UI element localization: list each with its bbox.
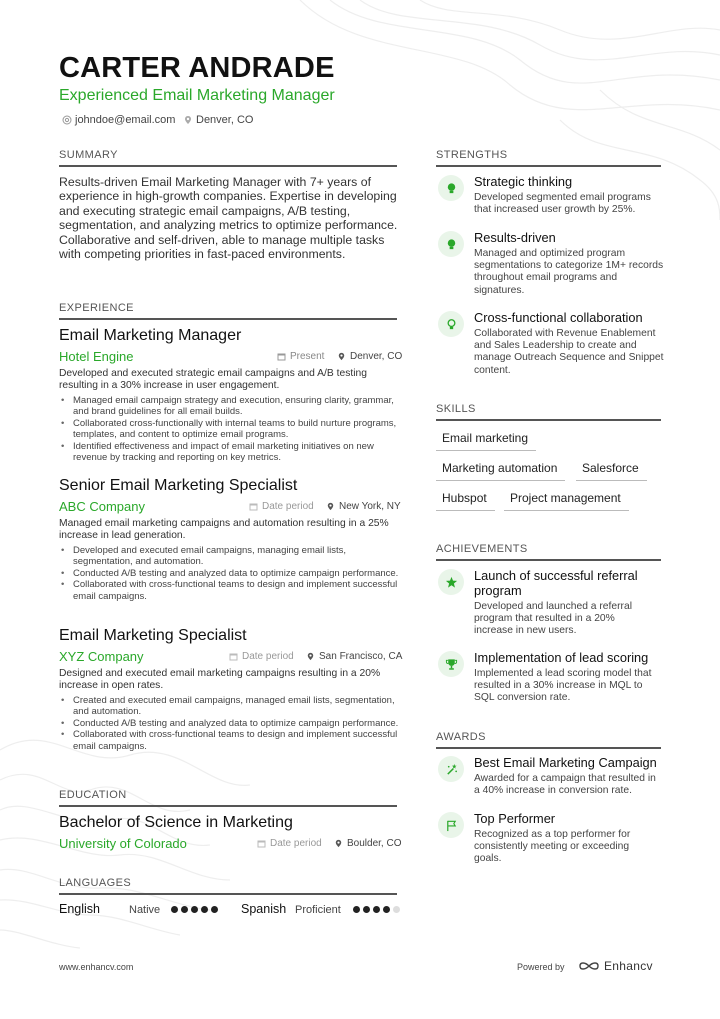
achievement-icon-wrap [438,569,464,595]
education-heading: EDUCATION [59,789,397,807]
email-text: johndoe@email.com [75,114,176,126]
strength-title: Results-driven [474,230,556,245]
job-date: Present [277,351,324,362]
education-date: Date period [257,838,322,849]
footer-brand[interactable]: Enhancv [604,959,653,973]
company-name: Hotel Engine [59,349,134,364]
list-item: • Conducted A/B testing and analyzed data to optimize campaign performance. [59,718,403,729]
calendar-icon [249,502,258,511]
location-pin-icon [334,839,343,848]
lightbulb-icon [445,182,458,195]
job-date: Date period [229,651,294,662]
language-level: Native [129,904,161,916]
job-bullets [59,545,403,602]
list-item: • Identified effectiveness and impact of email marketing initiatives on new revenue by tracking and reporting on key metrics. [59,441,403,464]
lightbulb-icon [445,238,458,251]
job-title: Email Marketing Manager [59,327,242,344]
strength-title: Strategic thinking [474,174,573,189]
enhancv-logo-icon [578,959,600,973]
skill-tag: Hubspot [436,491,495,511]
strength-title: Cross-functional collaboration [474,310,643,325]
award-desc: Awarded for a campaign that resulted in a 40% increase in conversion rate. [474,773,656,797]
strength-icon-wrap [438,311,464,337]
languages-heading: LANGUAGES [59,877,397,895]
lightbulb-outline-icon [445,318,458,331]
strength-icon-wrap [438,175,464,201]
job-summary: Designed and executed email marketing campaigns resulting in a 20% increase in open rates. [59,668,381,691]
at-icon [62,115,72,125]
calendar-icon [229,652,238,661]
list-item: • Conducted A/B testing and analyzed data to optimize campaign performance. [59,568,403,579]
award-title: Best Email Marketing Campaign [474,755,657,770]
achievement-title: Launch of successful referral program [474,568,638,598]
language-level: Proficient [295,904,341,916]
award-desc: Recognized as a top performer for consistently meeting or exceeding goals. [474,829,631,865]
strength-desc: Collaborated with Revenue Enablement and Sales Leadership to create and manage Outreach Sequence and Snippet content. [474,328,664,376]
job-summary: Developed and executed strategic email campaigns and A/B testing resulting in a 30% increase in user engagement. [59,368,367,391]
award-icon-wrap [438,812,464,838]
flag-icon [445,819,458,832]
proficiency-dot-filled [211,906,218,913]
skill-tag: Email marketing [436,431,536,451]
skill-tag: Marketing automation [436,461,565,481]
award-icon-wrap [438,756,464,782]
award-title: Top Performer [474,811,556,826]
location-pin-icon [306,652,315,661]
company-name: XYZ Company [59,649,144,664]
list-item: • Collaborated cross-functionally with internal teams to build nurture programs, templates, and content to optimize email programs. [59,418,403,441]
skill-tag: Salesforce [576,461,647,481]
star-icon [445,576,458,589]
achievement-icon-wrap [438,651,464,677]
candidate-name: CARTER ANDRADE [59,52,335,84]
trophy-icon [445,658,458,671]
location-contact [183,114,253,126]
list-item: • Collaborated with cross-functional teams to design and implement successful email campaigns. [59,729,403,752]
experience-heading: EXPERIENCE [59,302,397,320]
skills-heading: SKILLS [436,403,661,421]
footer-website-link[interactable]: www.enhancv.com [59,962,134,972]
job-bullets [59,695,403,752]
strength-icon-wrap [438,231,464,257]
strength-desc: Managed and optimized program segmentations to categorize 1M+ records throughout email programs and signatures. [474,248,664,296]
proficiency-dot-filled [383,906,390,913]
summary-heading: SUMMARY [59,149,397,167]
achievements-heading: ACHIEVEMENTS [436,543,661,561]
company-name: ABC Company [59,499,145,514]
footer-powered-by: Powered by [517,962,565,972]
awards-heading: AWARDS [436,731,661,749]
proficiency-dot-filled [181,906,188,913]
list-item: • Developed and executed email campaigns, managing email lists, segmentation, and automation. [59,545,403,568]
education-location: Boulder, CO [334,838,401,849]
language-name: Spanish [241,902,287,916]
summary-text: Results-driven Email Marketing Manager with 7+ years of experience in high-growth companies. Expertise in developing and executing strategic email campaigns, A/B testing, segmentation, and analyzing metrics to optimize performance. Collaborative and self-driven, able to manage multiple tasks with competing priorities in fast-paced environments. [59,175,398,262]
list-item: • Created and executed email campaigns, managed email lists, segmentation, and automation. [59,695,403,718]
proficiency-dot-filled [191,906,198,913]
achievement-title: Implementation of lead scoring [474,650,649,665]
achievement-desc: Implemented a lead scoring model that resulted in a 30% increase in MQL to SQL conversion rate. [474,668,652,704]
language-proficiency-dots [353,906,400,913]
achievement-desc: Developed and launched a referral program that resulted in a 20% increase in new users. [474,601,632,637]
job-title: Email Marketing Specialist [59,627,247,644]
location-text: Denver, CO [196,114,254,126]
job-title: Senior Email Marketing Specialist [59,477,298,494]
skill-tag: Project management [504,491,629,511]
job-bullets [59,395,403,463]
school-name: University of Colorado [59,836,187,851]
magic-wand-icon [445,763,458,776]
degree-title: Bachelor of Science in Marketing [59,814,293,831]
strengths-heading: STRENGTHS [436,149,661,167]
location-pin-icon [326,502,335,511]
location-pin-icon [183,115,193,125]
language-proficiency-dots [171,906,218,913]
strength-desc: Developed segmented email programs that increased user growth by 25%. [474,192,651,216]
job-location: New York, NY [326,501,401,512]
job-location: San Francisco, CA [306,651,402,662]
language-name: English [59,902,100,916]
email-contact[interactable] [62,114,175,126]
job-location: Denver, CO [337,351,402,362]
proficiency-dot-filled [353,906,360,913]
candidate-title: Experienced Email Marketing Manager [59,87,335,104]
calendar-icon [277,352,286,361]
location-pin-icon [337,352,346,361]
proficiency-dot-filled [373,906,380,913]
calendar-icon [257,839,266,848]
job-date: Date period [249,501,314,512]
proficiency-dot-filled [171,906,178,913]
proficiency-dot-filled [363,906,370,913]
list-item: • Managed email campaign strategy and execution, ensuring clarity, grammar, and brand guidelines for all email builds. [59,395,403,418]
proficiency-dot-empty [393,906,400,913]
proficiency-dot-filled [201,906,208,913]
list-item: • Collaborated with cross-functional teams to design and implement successful email campaigns. [59,579,403,602]
job-summary: Managed email marketing campaigns and automation resulting in a 25% increase in lead generation. [59,518,389,541]
